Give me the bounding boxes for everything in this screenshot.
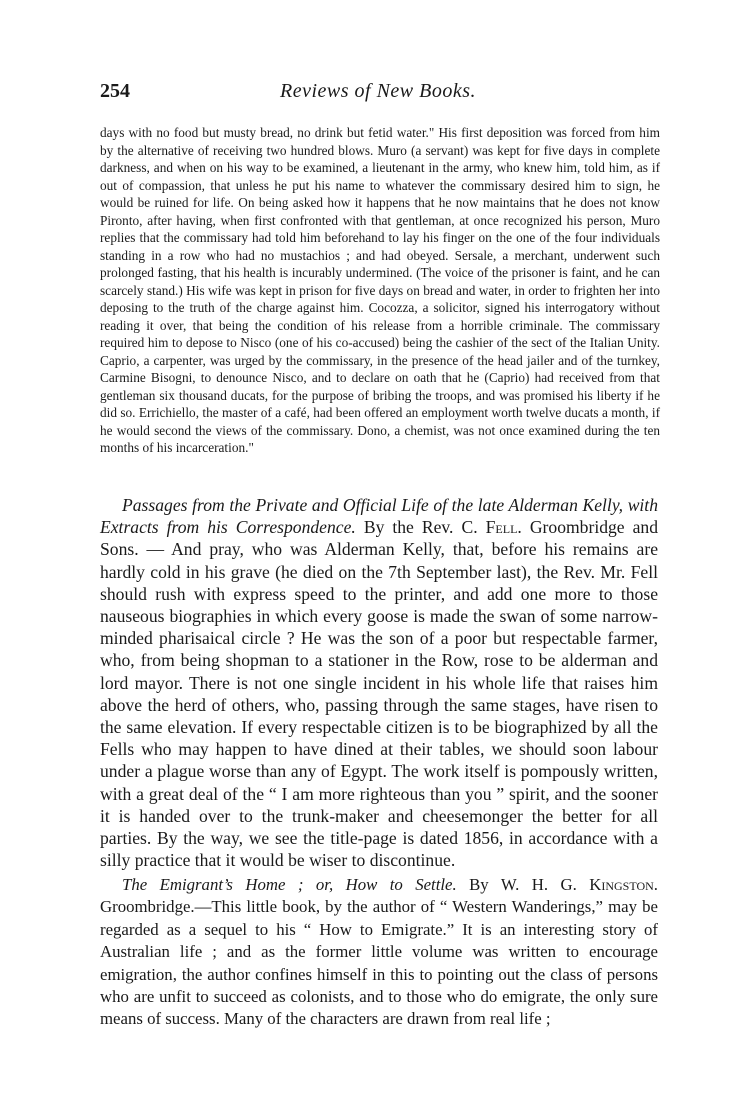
review-text: Groombridge.—This little book, by the author of “ Western Wanderings,” may be regarded as a sequel to his “ How to Emigrate.” It is an interesting story of Australian life ; and as the former little volume was written to encourage emigration, the author confines himself in this to pointing out the class of persons who are unfit to succeed as colonists, and to those who do emigrate, the only sure means of success. Many of the characters are drawn from real life ; xyxy=(100,897,658,1029)
running-head: Reviews of New Books. xyxy=(279,80,477,102)
author-name: Fell. xyxy=(485,517,522,538)
byline: By the Rev. C. xyxy=(363,517,478,538)
review-paragraph xyxy=(100,874,658,1031)
review-text: Groombridge and Sons. — And pray, who was Alderman Kelly, that, before his remains are hardly cold in his grave (he died on the 7th September last), the Rev. Mr. Fell should rush with express speed to the printer, and add one more to those nauseous biographies in which every goose is made the swan of some narrow-minded pharisaical circle ? He was the son of a poor but respectable farmer, who, from being shopman to a stationer in the Row, rose to be alderman and lord mayor. There is not one single incident in his whole life that raises him above the herd of others, who, passing through the same stages, have risen to the same elevation. If every respectable citizen is to be biographized by all the Fells who may happen to have dined at their tables, we should soon labour under a plague worse than any of Egypt. The work itself is pompously written, with a great deal of the “ I am more righteous than you ” spirit, and the sooner it is handed over to the trunk-maker and cheesemonger the better for all parties. By the way, we see the title-page is dated 1856, in accordance with a silly practice that it would be wiser to discontinue. xyxy=(100,517,659,871)
book-title: The Emigrant’s Home ; or, How to Settle. xyxy=(122,875,457,894)
page-number: 254 xyxy=(100,80,130,102)
review-paragraph xyxy=(100,494,658,871)
quoted-extract-text: days with no food but musty bread, no drink but fetid water." His first deposition was forced from him by the alternative of receiving two hundred blows. Muro (a servant) was kept for five days in complete darkness, and when on his way to be examined, a lieutenant in the army, who knew him, told him, as if out of compassion, that unless he put his name to whatever the commissary desired him to sign, he would be ruined for life. On being asked how it happens that he now maintains that he does not know Pironto, after having, when first confronted with that gentleman, at once recognized his person, Muro replies that the commissary had told him beforehand to lay his finger on the one of the four individuals standing in a row who had no mustachios ; and had obeyed. Sersale, a merchant, underwent such prolonged fasting, that his health is incurably undermined. (The voice of the prisoner is faint, and he can scarcely stand.) His wife was kept in prison for five days on bread and water, in order to frighten her into deposing to the truth of the charge against him. Cocozza, a solicitor, signed his interrogatory without reading it over, that being the condition of his release from a horrible criminale. The commissary required him to depose to Nisco (one of his co-accused) being the cashier of the sect of the Italian Unity. Caprio, a carpenter, was urged by the commissary, in the presence of the head jailer and of the turnkey, Carmine Bisogni, to denounce Nisco, and to declare on oath that he (Caprio) had received from that gentleman six thousand ducats, for the purpose of bribing the troops, and was promised his liberty if he did so. Errichiello, the master of a café, had been offered an employment worth twelve ducats a month, if he would second the views of the commissary. Dono, a chemist, was not once examined during the ten months of his incarceration." xyxy=(100,125,660,455)
book-title: Passages from the Private and Official Life of the late Alderman Kelly, with Extracts from his Correspondence. xyxy=(100,495,658,538)
author-name: Kingston. xyxy=(589,875,658,894)
byline: By W. H. G. xyxy=(469,875,577,894)
review-alderman-kelly xyxy=(100,494,658,871)
quoted-extract xyxy=(100,124,660,457)
page-header xyxy=(100,80,656,108)
review-emigrants-home xyxy=(100,874,658,1031)
